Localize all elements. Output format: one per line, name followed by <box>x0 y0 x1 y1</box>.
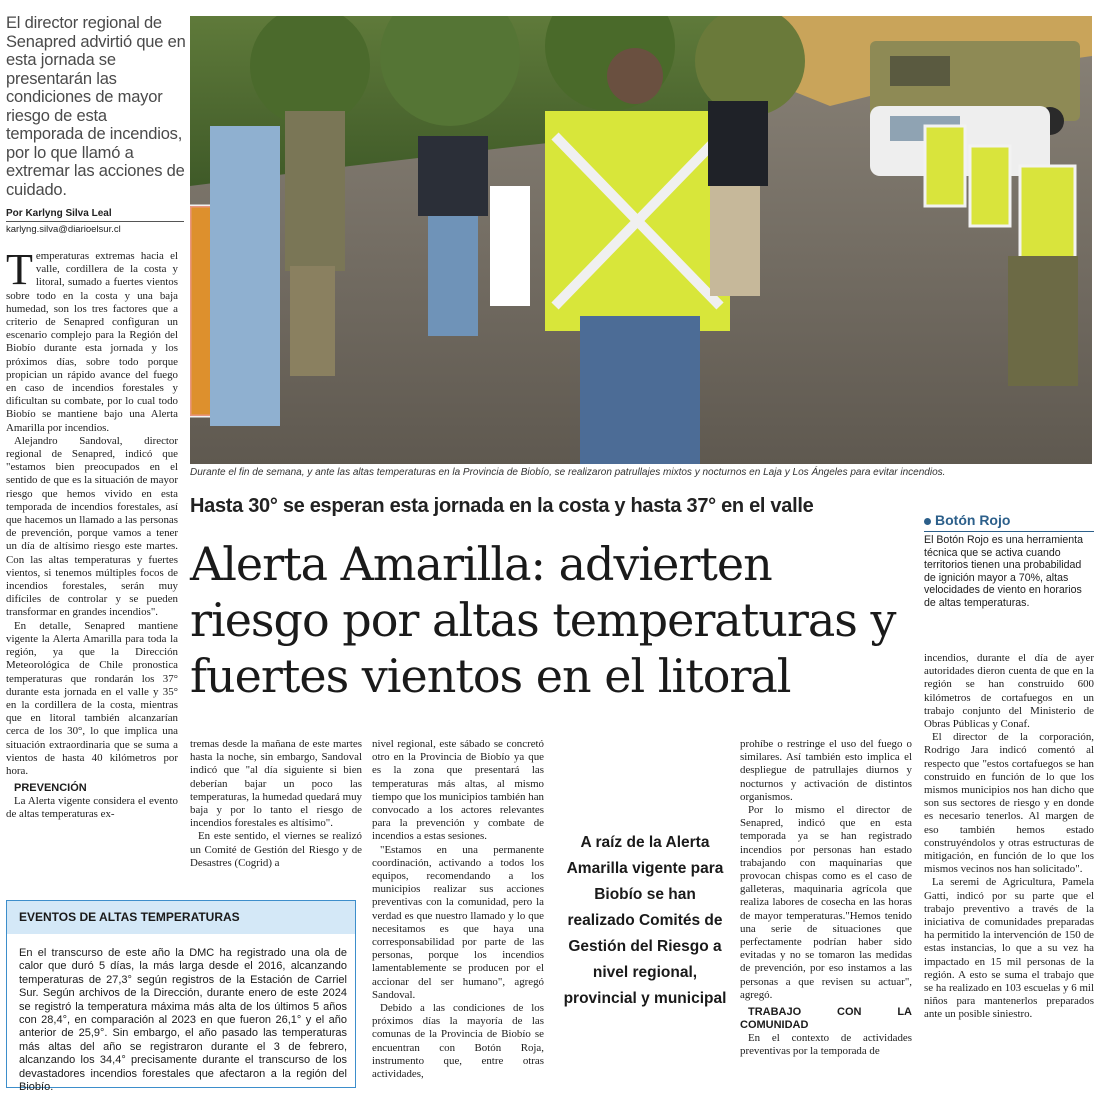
info-box <box>6 900 356 1094</box>
paragraph: incendios, durante el día de ayer autoridades dieron cuenta de que en la región se han construido 600 kilómetros de cortafuegos en un trabajo conjunto del Ministerio de Obras Públicas y Conaf. <box>924 652 1094 731</box>
info-box-text: En el transcurso de este año la DMC ha registrado una ola de calor que duró 5 días, la más larga desde el 2016, alcanzando temperaturas de 27,3° según registros de la Estación de Carriel Sur. Según archivos de la Dirección, durante enero de este 2024 se registró la temperatura máxima más alta de los últimos 5 años con 28,4°, en comparación al 2023 en que fueron 26,1° y el año anterior de 25,9°. Sin embargo, el año pasado las temperaturas más altas del año se registraron durante el 3 de febrero, alcanzando los 34,4° precisamente durante el transcurso de los devastadores incendios forestales que afectaron a la región del Biobío. <box>19 947 347 1094</box>
paragraph: La seremi de Agricultura, Pamela Gatti, indicó por su parte que el trabajo preventivo a través de la iniciativa de comunidades preparadas ha permitido la intervención de 150 de estas instancias, lo que a su vez ha impactado en 15 mil personas de la región. A esto se suma el trabajo que se ha realizado en 103 escuelas y 6 mil niños para mantenerlos preparados ante un posible siniestro. <box>924 876 1094 1021</box>
body-column-3 <box>372 738 544 1081</box>
byline-divider <box>6 221 184 222</box>
paragraph: El director de la corporación, Rodrigo Jara indicó comentó al respecto que "estos cortafuegos se han construido en función de lo que los mismos municipios nos han dicho que son sus sectores de riesgo y en donde es necesario tenerlos. Al margen de eso también hemos estado construyéndolos y otras estructuras de mitigación, en función de lo que los mismos vecinos nos han solicitado". <box>924 731 1094 876</box>
pull-quote: A raíz de la Alerta Amarilla vigente para Biobío se han realizado Comités de Gestión del Riesgo a nivel regional, provincial y municipal <box>563 834 727 1007</box>
byline: Por Karlyng Silva Leal <box>6 208 112 219</box>
headline: Alerta Amarilla: advierten riesgo por altas temperaturas y fuertes vientos en el litoral <box>190 537 896 703</box>
section-subhead: PREVENCIÓN <box>14 782 87 795</box>
body-column-1 <box>6 245 178 822</box>
sidebar-text: El Botón Rojo es una herramienta técnica que se activa cuando territorios tienen una probabilidad de ignición mayor a 70%, altas velocidades de viento en horarios de altas temperaturas. <box>924 534 1083 609</box>
paragraph: prohíbe o restringe el uso del fuego o similares. Así también esto implica el despliegue de patrullajes diurnos y nocturnos y activación de distintos organismos. <box>740 738 912 803</box>
drop-cap: T <box>6 245 33 294</box>
paragraph: La Alerta vigente considera el evento de altas temperaturas ex- <box>6 795 178 821</box>
article-lead: El director regional de Senapred advirtió que en esta jornada se presentarán las condiciones de mayor riesgo de esta temporada de incendios, por lo que llamó a extremar las acciones de cuidado. <box>6 14 186 199</box>
field-meeting-photo-icon <box>190 16 1092 464</box>
paragraph: "Estamos en una permanente coordinación, activando a todos los equipos, recomendando a los municipios realizar sus acciones preventivas con la comunidad, pero la verdad es que nuestro llamado y lo que necesitamos es que haya una corresponsabilidad por parte de las personas, porque los incendios lamentablemente se producen por el accionar del ser humano", agregó Sandoval. <box>372 843 544 1001</box>
paragraph: Por lo mismo el director de Senapred, indicó que en esta temporada ya se han registrado incendios por personas han estado trabajando con maquinarias que provocan chispas como es el caso de galleteras, maquinaria agrícola que realiza labores de cosecha en las horas de mayor temperaturas."Hemos tenido una serie de situaciones que perfectamente podrían haber sido evitadas y no se tomaron las medidas de prevención, por eso instamos a las personas a que revisen su actuar", agregó. <box>740 804 912 1001</box>
info-box-title: EVENTOS DE ALTAS TEMPERATURAS <box>7 901 355 934</box>
author-email[interactable]: karlyng.silva@diarioelsur.cl <box>6 224 121 235</box>
paragraph: emperaturas extremas hacia el valle, cordillera de la costa y litoral, sumado a fuertes vientos sobre todo en la costa y una baja humedad, son los tres factores que a criterio de Senapred configuran un escenario complejo para la Región del Biobío durante esta jornada y los próximos días, sobre todo porque propician un rápido avance del fuego en caso de incendios forestales y dificultan su combate, por lo cual todo Biobío se mantiene bajo una Alerta Amarilla por incendios. <box>6 250 178 434</box>
paragraph: Alejandro Sandoval, director regional de Senapred, indicó que "estamos bien preocupados en el sentido de que es la situación de mayor riesgo que hemos vivido en esta temporada de incendios forestales, así que hacemos un llamado a las personas de prevención, porque vamos a tener un día de altísimo riesgo este martes. Con las altas temperaturas y fuertes vientos, si tenemos múltiples focos de incendios forestales, serán muy difíciles de controlar y se pueden transformar en grandes incendios". <box>6 434 178 619</box>
body-column-4 <box>740 738 912 1058</box>
paragraph: En detalle, Senapred mantiene vigente la Alerta Amarilla para toda la región, ya que la Dirección Meteorológica de Chile pronostica temperaturas que rondarán los 37° durante esta jornada en el valle y 35° en la cordillera de la costa, mientras que en litoral también alcanzarían cerca de los 30°, lo que implica una situación extraordinaria que se suma a vientos de hasta 40 kilómetros por hora. <box>6 619 178 777</box>
field-meeting-photo <box>190 16 1092 464</box>
kicker: Hasta 30° se esperan esta jornada en la costa y hasta 37° en el valle <box>190 495 814 517</box>
sidebar-divider <box>924 531 1094 532</box>
paragraph: En el contexto de actividades preventivas por la temporada de <box>740 1032 912 1058</box>
paragraph: nivel regional, este sábado se concretó otro en la Provincia de Biobío ya que es la zona que presentará las temperaturas más altas, al mismo tiempo que los municipios también han convocado a los actores relevantes para la prevención y combate de incendios a estas sesiones. <box>372 738 544 843</box>
bullet-icon <box>924 518 931 525</box>
paragraph: tremas desde la mañana de este martes hasta la noche, sin embargo, Sandoval indicó que "al día siguiente si bien deberían bajar un poco las temperaturas, la humedad quedará muy baja y por lo tanto el riesgo de incendios forestales es altísimo". <box>190 738 362 830</box>
photo-caption: Durante el fin de semana, y ante las altas temperaturas en la Provincia de Biobío, se realizaron patrullajes mixtos y nocturnos en Laja y Los Ángeles para evitar incendios. <box>190 467 946 478</box>
sidebar-title <box>924 512 1010 528</box>
paragraph: En este sentido, el viernes se realizó un Comité de Gestión del Riesgo y de Desastres (Cogrid) a <box>190 830 362 869</box>
paragraph: Debido a las condiciones de los próximos días la mayoría de las comunas de la Provincia de Biobío se encuentran con Botón Roja, instrumento que, entre otras actividades, <box>372 1002 544 1081</box>
body-column-2 <box>190 738 362 870</box>
sidebar-title-text: Botón Rojo <box>935 512 1011 528</box>
body-column-5 <box>924 652 1094 1022</box>
section-subhead: TRABAJO CON LA COMUNIDAD <box>740 1006 912 1032</box>
